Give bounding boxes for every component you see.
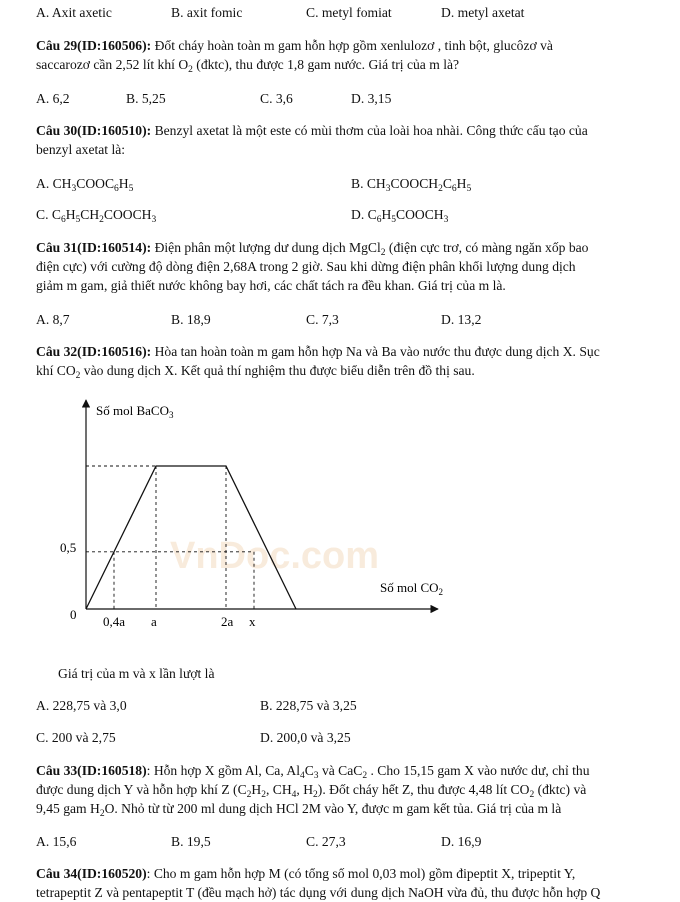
q33-option-d: D. 16,9 — [441, 834, 482, 849]
q30-option-a: A. $CH_3COOC_6H_5$ — [36, 176, 134, 194]
q30-line-2: benzyl axetat là: — [36, 142, 126, 157]
x-tick-3: x — [249, 614, 256, 629]
q33-option-c: C. 27,3 — [306, 834, 346, 849]
q28-option-c: C. metyl fomiat — [306, 5, 392, 20]
q31-option-a: A. 8,7 — [36, 312, 70, 327]
x-tick-labels — [103, 614, 256, 629]
q30-option-d: D. $C_6H_5COOCH_3$ — [351, 207, 449, 225]
q31-line-3: giảm m gam, giả thiết nước không bay hơi, các chất tách ra đều khan. Giá trị của m là. — [36, 278, 506, 293]
q32-option-c: C. 200 và 2,75 — [36, 730, 116, 745]
q29-line-1 — [36, 37, 553, 54]
q32-option-a: A. 228,75 và 3,0 — [36, 698, 127, 713]
q30-option-b: B. $CH_3COOCH_2C_6H_5$ — [351, 176, 472, 194]
q31-label: Câu 31(ID:160514): — [36, 240, 152, 255]
q33-option-a: A. 15,6 — [36, 834, 77, 849]
q32-line-2: khí $CO_2$ vào dung dịch X. Kết quả thí nghiệm thu được biểu diễn trên đồ thị sau. — [36, 363, 475, 381]
q32-option-d: D. 200,0 và 3,25 — [260, 730, 351, 745]
q34-line-2: tetrapeptit Z và pentapeptit T (đều mạch hở) tác dụng với dung dịch NaOH vừa đủ, thu được hỗn hợp Q — [36, 885, 601, 900]
q33-line-1: Câu 33(ID:160518): Hỗn hợp X gồm Al, Ca, $Al_4C_3$ và CaC$_2$ . Cho 15,15 gam X vào nước dư, chỉ thu — [36, 763, 590, 781]
watermark: VnDoc.com — [170, 535, 380, 577]
q28-option-d: D. metyl axetat — [441, 5, 525, 20]
q32-option-b: B. 228,75 và 3,25 — [260, 698, 357, 713]
x-axis-label: Số mol $CO_2$ — [380, 580, 444, 597]
baco3-graph — [50, 390, 470, 640]
q30-label: Câu 30(ID:160510): — [36, 123, 152, 138]
q29-line-2 — [36, 56, 459, 73]
q31-line-2: điện cực) với cường độ dòng điện 2,68A trong 2 giờ. Sau khi dừng điện phân khối lượng dung dịch — [36, 259, 576, 274]
x-tick-0: 0,4a — [103, 614, 126, 629]
y-tick-label: 0,5 — [60, 540, 77, 555]
q29-option-b: B. 5,25 — [126, 91, 166, 106]
q33-label: Câu 33(ID:160518) — [36, 763, 147, 778]
q32-question: Giá trị của m và x lần lượt là — [58, 666, 215, 681]
q31-option-d: D. 13,2 — [441, 312, 482, 327]
q32-label: Câu 32(ID:160516): — [36, 344, 152, 359]
q29-option-c: C. 3,6 — [260, 91, 293, 106]
q29-sub: 2 — [188, 65, 193, 75]
q33-option-b: B. 19,5 — [171, 834, 211, 849]
q28-option-a: A. Axit axetic — [36, 5, 112, 20]
q33-line-2: được dung dịch Y và hỗn hợp khí Z ($C_2H_2$, $CH_4$, $H_2$). Đốt cháy hết Z, thu được 4,48 lít $CO_2$ (đktc) và — [36, 782, 587, 800]
q29-text-1: Đốt cháy hoàn toàn m gam hỗn hợp gồm xenlulozơ , tinh bột, glucôzơ và — [154, 38, 553, 53]
q34-line-1: Câu 34(ID:160520): Cho m gam hỗn hợp M (có tổng số mol 0,03 mol) gồm đipeptit X, tripeptit Y, — [36, 866, 576, 881]
y-axis-label: Số mol BaCO$_3$ — [96, 403, 174, 420]
x-tick-2: 2a — [221, 614, 234, 629]
q28-option-b: B. axit fomic — [171, 5, 243, 20]
q34-label: Câu 34(ID:160520) — [36, 866, 147, 881]
q30-text-1: Benzyl axetat là một este có mùi thơm của loài hoa nhài. Công thức cấu tạo của — [154, 123, 588, 138]
q31-option-c: C. 7,3 — [306, 312, 339, 327]
x-tick-1: a — [151, 614, 157, 629]
q33-line-3: 9,45 gam $H_2O$. Nhỏ từ từ 200 ml dung dịch HCl 2M vào Y, được m gam kết tủa. Giá trị của m là — [36, 801, 562, 819]
q29-text-2b: (đktc), thu được 1,8 gam nước. Giá trị của m là? — [192, 57, 460, 72]
origin-label: 0 — [70, 607, 77, 622]
q29-option-a: A. 6,2 — [36, 91, 70, 106]
q32-line-1: Câu 32(ID:160516): Hòa tan hoàn toàn m gam hỗn hợp Na và Ba vào nước thu được dung dịch X. Sục — [36, 344, 600, 359]
q30-line-1 — [36, 122, 588, 139]
q29-text-2a: saccarozơ cần 2,52 lít khí O — [36, 57, 189, 72]
q31-option-b: B. 18,9 — [171, 312, 211, 327]
q31-line-1: Câu 31(ID:160514): Điện phân một lượng dư dung dịch MgCl$_2$ (điện cực trơ, có màng ngăn xốp bao — [36, 240, 589, 258]
q29-label: Câu 29(ID:160506): — [36, 38, 152, 53]
q30-option-c: C. $C_6H_5CH_2COOCH_3$ — [36, 207, 157, 225]
q29-option-d: D. 3,15 — [351, 91, 392, 106]
